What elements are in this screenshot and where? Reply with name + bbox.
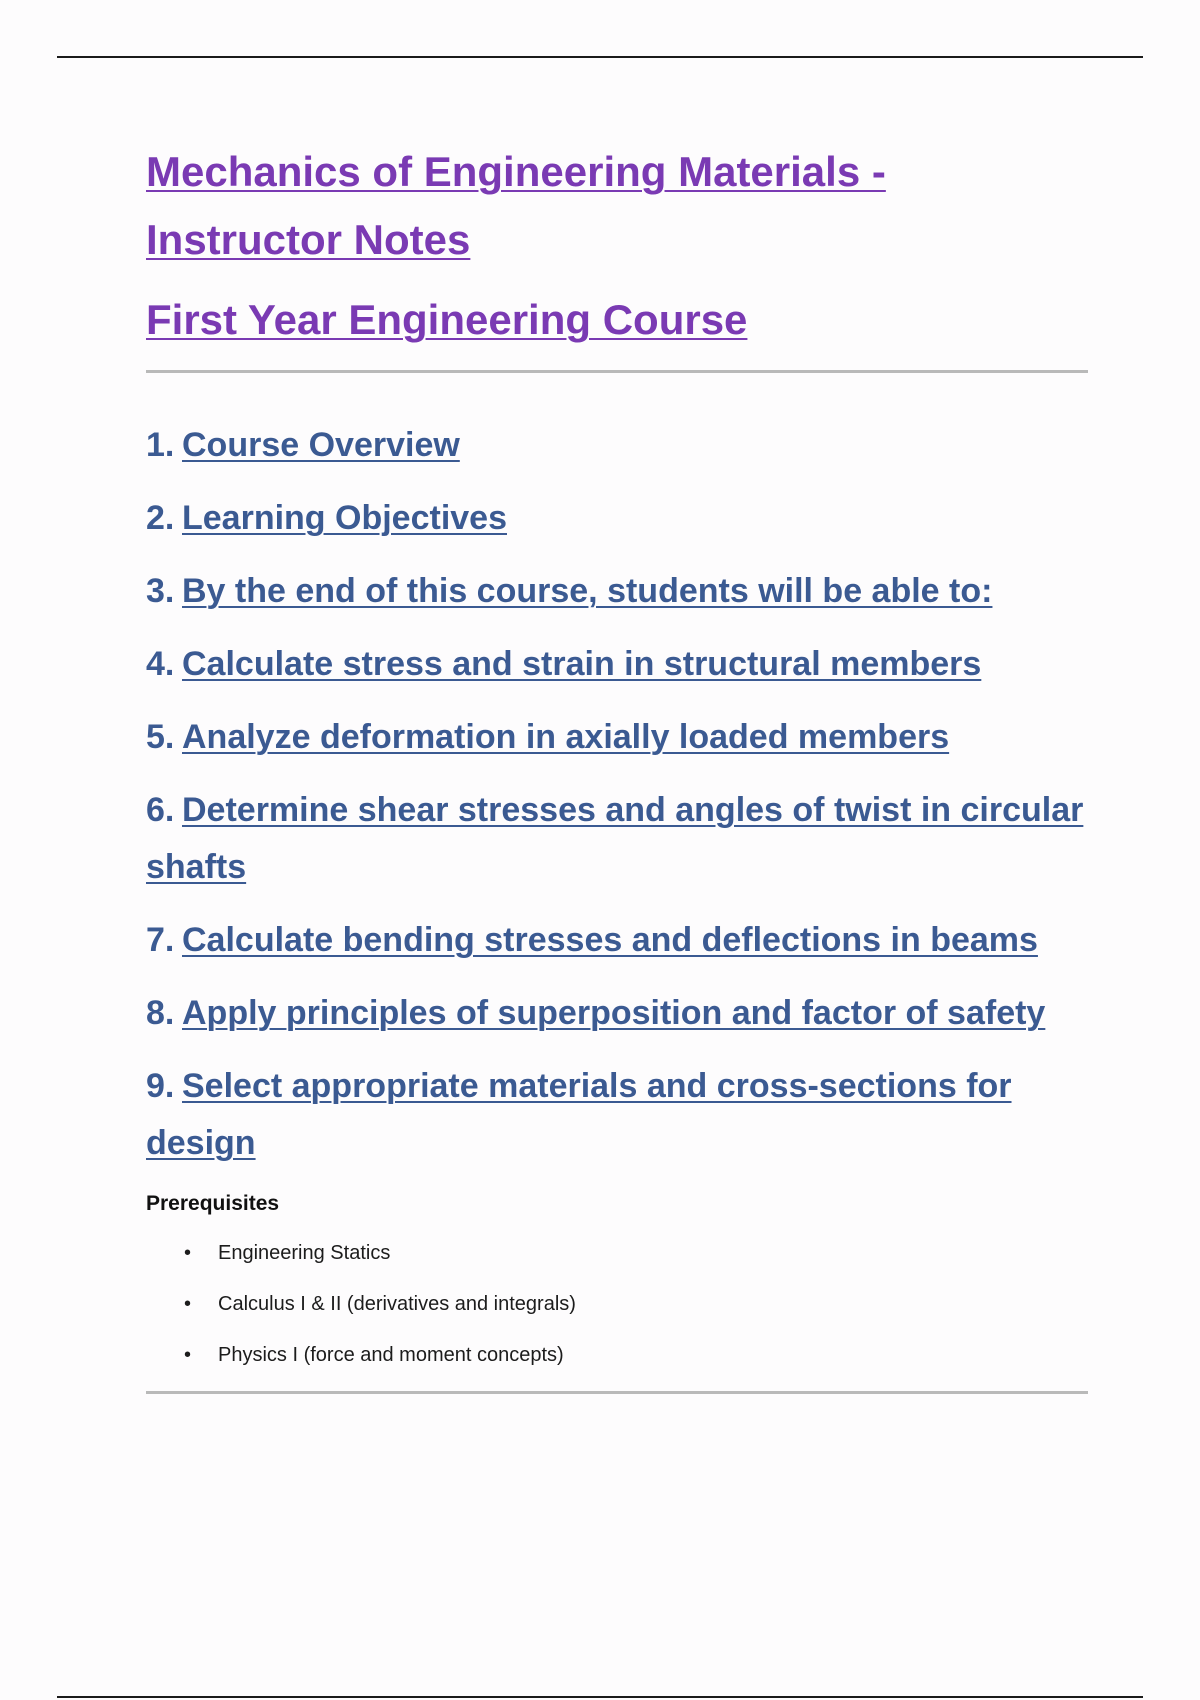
outline-item[interactable]: [146, 490, 1086, 547]
document-subtitle: First Year Engineering Course: [146, 296, 748, 343]
page-top-rule: [57, 56, 1143, 58]
outline-item[interactable]: [146, 1058, 1086, 1172]
prerequisite-item: [146, 1238, 1086, 1268]
outline-item-link[interactable]: Apply principles of superposition and factor of safety: [182, 994, 1046, 1032]
page-bottom-rule: [57, 1696, 1143, 1698]
outline-item-number: 9.: [146, 1067, 175, 1105]
outline-item[interactable]: [146, 636, 1086, 693]
outline-item-link[interactable]: Course Overview: [182, 426, 460, 464]
outline-item-link[interactable]: Calculate bending stresses and deflections in beams: [182, 921, 1038, 959]
section-divider: [146, 370, 1088, 373]
outline-item[interactable]: [146, 417, 1086, 474]
outline-item[interactable]: [146, 709, 1086, 766]
prerequisite-item: [146, 1289, 1086, 1319]
prerequisite-text: Calculus I & II (derivatives and integrals): [218, 1293, 576, 1315]
document-body: [146, 138, 1086, 1394]
prerequisites-list: [146, 1238, 1086, 1370]
bullet-icon: •: [184, 1242, 192, 1264]
prerequisite-text: Engineering Statics: [218, 1242, 391, 1264]
outline-item-link[interactable]: Select appropriate materials and cross-sections for design: [146, 1067, 1012, 1162]
outline-item[interactable]: [146, 912, 1086, 969]
outline-item-link[interactable]: Learning Objectives: [182, 499, 507, 537]
prerequisites-heading: Prerequisites: [146, 1192, 280, 1215]
outline-item-number: 1.: [146, 426, 175, 464]
outline-item-link[interactable]: Determine shear stresses and angles of twist in circular shafts: [146, 791, 1084, 886]
course-outline-list: [146, 417, 1086, 1172]
outline-item[interactable]: [146, 563, 1086, 620]
outline-item-number: 5.: [146, 718, 175, 756]
prerequisite-item: [146, 1340, 1086, 1370]
outline-item[interactable]: [146, 782, 1086, 896]
outline-item-link[interactable]: Calculate stress and strain in structural members: [182, 645, 982, 683]
outline-item-number: 8.: [146, 994, 175, 1032]
outline-item-number: 6.: [146, 791, 175, 829]
outline-item[interactable]: [146, 985, 1086, 1042]
bullet-icon: •: [184, 1344, 192, 1366]
outline-item-link[interactable]: Analyze deformation in axially loaded members: [182, 718, 950, 756]
bullet-icon: •: [184, 1293, 192, 1315]
outline-item-number: 4.: [146, 645, 175, 683]
outline-item-number: 2.: [146, 499, 175, 537]
section-divider: [146, 1391, 1088, 1394]
document-title: Mechanics of Engineering Materials - Instructor Notes: [146, 148, 886, 263]
outline-item-number: 3.: [146, 572, 175, 610]
prerequisite-text: Physics I (force and moment concepts): [218, 1344, 564, 1366]
outline-item-number: 7.: [146, 921, 175, 959]
outline-item-link[interactable]: By the end of this course, students will be able to:: [182, 572, 993, 610]
